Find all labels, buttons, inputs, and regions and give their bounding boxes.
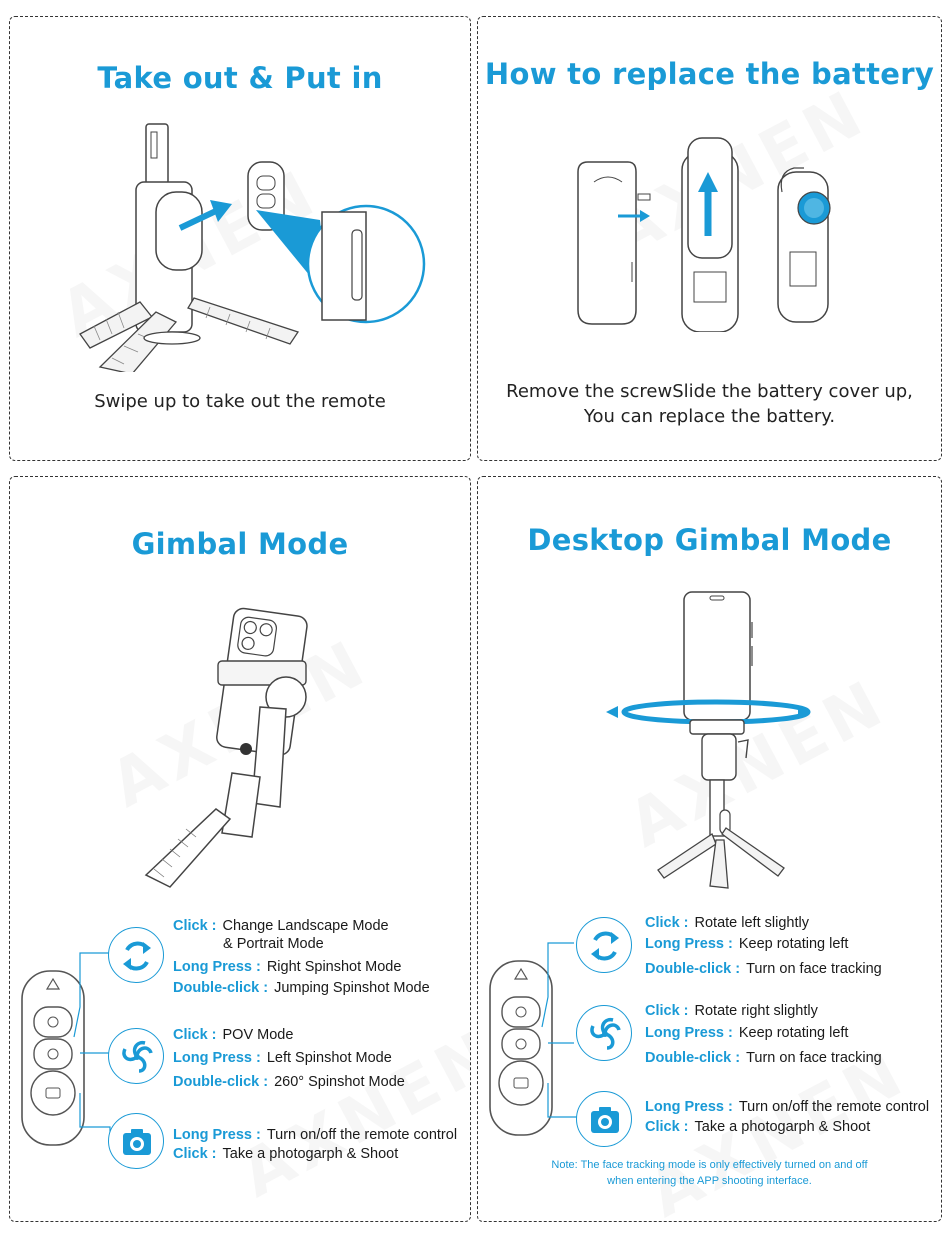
- gimbal-click-label-2: Click : POV Mode: [173, 1027, 294, 1043]
- battery-panel: [477, 16, 942, 461]
- desktop-click-label-2: Click : Rotate right slightly: [645, 1003, 818, 1019]
- desktop-gimbal-panel: [477, 476, 942, 1222]
- desktop-click-label: Click : Rotate left slightly: [645, 915, 809, 931]
- battery-caption-line1: Remove the screwSlide the battery cover up,: [506, 381, 913, 402]
- camera-icon: [576, 1091, 632, 1147]
- tripod-remote-illustration: [60, 112, 430, 372]
- gimbal-camera-longpress-label: Long Press : Turn on/off the remote control: [173, 1127, 458, 1143]
- swirl-icon: [576, 1005, 632, 1061]
- take-out-title: Take out & Put in: [97, 61, 383, 95]
- desktop-camera-longpress-label: Long Press : Turn on/off the remote control: [645, 1099, 930, 1115]
- handheld-gimbal-illustration: [110, 597, 340, 897]
- gimbal-longpress-label: Long Press : Right Spinshot Mode: [173, 959, 402, 975]
- desktop-title: Desktop Gimbal Mode: [527, 523, 892, 557]
- watermark: [229, 1016, 471, 1213]
- gimbal-doubleclick-label-2: Double-click : 260° Spinshot Mode: [173, 1074, 405, 1090]
- desktop-camera-click-label: Click : Take a photogarph & Shoot: [645, 1119, 871, 1135]
- battery-title: How to replace the battery: [484, 57, 935, 91]
- gimbal-doubleclick-label: Double-click : Jumping Spinshot Mode: [173, 980, 430, 996]
- take-out-caption: Swipe up to take out the remote: [94, 391, 386, 412]
- desktop-doubleclick-label: Double-click : Turn on face tracking: [645, 961, 882, 977]
- rotate-arrows-icon: [576, 917, 632, 973]
- swirl-icon: [108, 1028, 164, 1084]
- gimbal-camera-click-label: Click : Take a photogarph & Shoot: [173, 1146, 399, 1162]
- face-tracking-note-line1: Note: The face tracking mode is only effectively turned on and off: [551, 1159, 868, 1171]
- gimbal-mode-panel: [9, 476, 471, 1222]
- desktop-longpress-label: Long Press : Keep rotating left: [645, 936, 849, 952]
- battery-caption-line2: You can replace the battery.: [583, 406, 836, 427]
- face-tracking-note-line2: when entering the APP shooting interface.: [607, 1175, 812, 1187]
- battery-replacement-illustration: [568, 132, 868, 332]
- desktop-longpress-label-2: Long Press : Keep rotating left: [645, 1025, 849, 1041]
- gimbal-click-label: Click : Change Landscape Mode & Portrait Mode: [173, 918, 389, 952]
- desktop-gimbal-illustration: [598, 582, 838, 902]
- rotate-arrows-icon: [108, 927, 164, 983]
- gimbal-title: Gimbal Mode: [131, 527, 349, 561]
- camera-icon: [108, 1113, 164, 1169]
- take-out-panel: [9, 16, 471, 461]
- desktop-doubleclick-label-2: Double-click : Turn on face tracking: [645, 1050, 882, 1066]
- gimbal-longpress-label-2: Long Press : Left Spinshot Mode: [173, 1050, 392, 1066]
